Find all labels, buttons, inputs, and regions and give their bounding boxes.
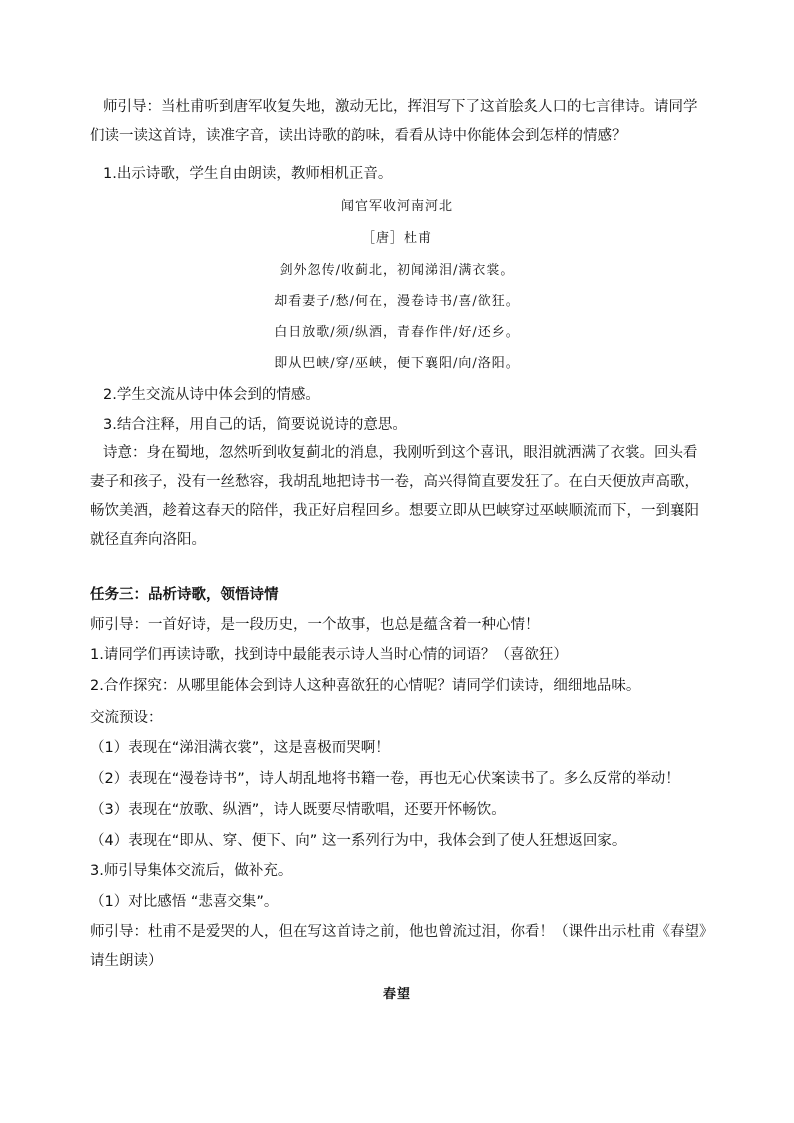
preset-item-3: （3）表现在“放歌、纵酒”，诗人既要尽情歌唱，还要开怀畅饮。 <box>90 802 506 818</box>
poem-title: 闻官军收河南河北 <box>340 199 453 214</box>
task3-question-2: 2.合作探究：从哪里能体会到诗人这种喜欲狂的心情呢？请同学们读诗，细细地品味。 <box>90 678 641 694</box>
task3-heading: 任务三：品析诗歌，领悟诗情 <box>90 587 279 603</box>
step-2: 2.学生交流从诗中体会到的情感。 <box>103 387 320 403</box>
poem-line-2: 却看妻子/愁/何在，漫卷诗书/喜/欲狂。 <box>274 294 520 309</box>
poem-meaning-paragraph: 诗意：身在蜀地，忽然听到收复蓟北的消息，我刚听到这个喜讯，眼泪就洒满了衣裳。回头看妻子和孩子，没有一丝愁容，我胡乱地把诗书一卷，高兴得简直要发狂了。在白天便放声高歌，畅饮美酒，趁着这春天的陪伴，我正好启程回乡。想要立即从巴峡穿过巫峡顺流而下，一到襄阳就径直奔向洛阳。 <box>90 445 699 548</box>
task3-question-3: 3.师引导集体交流后，做补充。 <box>90 863 293 879</box>
intro-paragraph: 师引导：当杜甫听到唐军收复失地，激动无比，挥泪写下了这首脍炙人口的七言律诗。请同学们读一读这首诗，读准字音，读出诗歌的韵味，看看从诗中你能体会到怎样的情感？ <box>90 99 698 144</box>
preset-label: 交流预设： <box>90 710 163 726</box>
poem-line-4: 即从巴峡/穿/巫峡，便下襄阳/向/洛阳。 <box>274 356 520 371</box>
task3-guide: 师引导：一首好诗，是一段历史，一个故事，也总是蕴含着一种心情！ <box>90 617 540 633</box>
next-poem-title: 春望 <box>382 987 411 1002</box>
step-3: 3.结合注释，用自己的话，简要说说诗的意思。 <box>103 417 407 433</box>
preset-item-4: （4）表现在“即从、穿、便下、向” 这一系列行为中，我体会到了使人狂想返回家。 <box>90 833 627 849</box>
step-1: 1.出示诗歌，学生自由朗读，教师相机正音。 <box>103 166 393 182</box>
poem-line-1: 剑外忽传/收蓟北，初闻涕泪/满衣裳。 <box>279 263 515 278</box>
task3-question-1: 1.请同学们再读诗歌，找到诗中最能表示诗人当时心情的词语？（喜欲狂） <box>90 647 568 663</box>
contrast-sub-item: （1）对比感悟 “悲喜交集”。 <box>90 894 279 910</box>
poem-author: ［唐］杜甫 <box>361 231 432 246</box>
poem-line-3: 白日放歌/须/纵酒，青春作伴/好/还乡。 <box>274 325 520 340</box>
teacher-guide-paragraph: 师引导：杜甫不是爱哭的人，但在写这首诗之前，他也曾流过泪，你看！（课件出示杜甫《春望》请生朗读） <box>90 924 707 969</box>
preset-item-2: （2）表现在“漫卷诗书”，诗人胡乱地将书籍一卷，再也无心伏案读书了。多么反常的举动！ <box>90 771 680 787</box>
preset-item-1: （1）表现在“涕泪满衣裳”，这是喜极而哭啊！ <box>90 740 390 756</box>
